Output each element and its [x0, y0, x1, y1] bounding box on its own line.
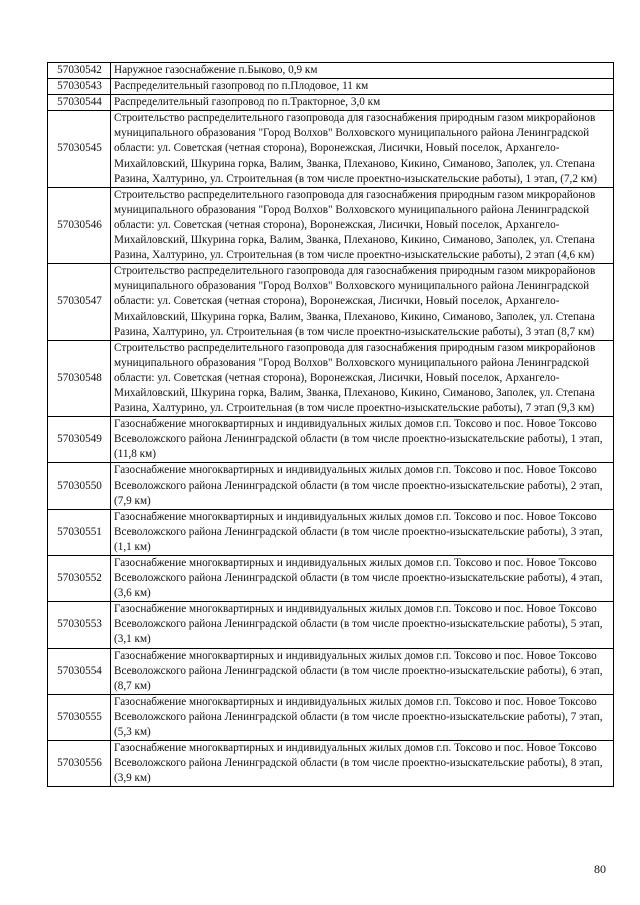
table-row — [48, 463, 614, 509]
object-description: Газоснабжение многоквартирных и индивидуальных жилых домов г.п. Токсово и пос. Новое Токсово Всеволожского района Ленинградской области (в том числе проектно-изыскательские работы), 8 этап, (3,9 км) — [111, 741, 614, 787]
object-code: 57030555 — [48, 694, 111, 740]
table-row — [48, 340, 614, 416]
page-number: 80 — [594, 862, 606, 876]
object-description: Строительство распределительного газопровода для газоснабжения природным газом микрорайонов муниципального образования "Город Волхов" Волховского муниципального района Ленинградской области: ул. Советская (четная сторона), Воронежская, Лисички, Новый поселок, Архангело-Михайловский, Шкурина горка, Валим, Званка, Плеханово, Кикино, Симаново, Заполек, ул. Степана Разина, Халтурино, ул. Строительная (в том числе проектно-изыскательские работы), 1 этап, (7,2 км) — [111, 111, 614, 187]
object-code: 57030545 — [48, 111, 111, 187]
object-code: 57030551 — [48, 509, 111, 555]
object-description: Наружное газоснабжение п.Быково, 0,9 км — [111, 63, 614, 79]
object-description: Газоснабжение многоквартирных и индивидуальных жилых домов г.п. Токсово и пос. Новое Токсово Всеволожского района Ленинградской области (в том числе проектно-изыскательские работы), 6 этап, (8,7 км) — [111, 648, 614, 694]
table-row — [48, 187, 614, 263]
object-code: 57030550 — [48, 463, 111, 509]
table-row — [48, 741, 614, 787]
object-code: 57030546 — [48, 187, 111, 263]
object-code: 57030548 — [48, 340, 111, 416]
object-description: Строительство распределительного газопровода для газоснабжения природным газом микрорайонов муниципального образования "Город Волхов" Волховского муниципального района Ленинградской области: ул. Советская (четная сторона), Воронежская, Лисички, Новый поселок, Архангело-Михайловский, Шкурина горка, Валим, Званка, Плеханово, Кикино, Симаново, Заполек, ул. Степана Разина, Халтурино, ул. Строительная (в том числе проектно-изыскательские работы), 2 этап (4,6 км) — [111, 187, 614, 263]
table-row — [48, 509, 614, 555]
object-description: Строительство распределительного газопровода для газоснабжения природным газом микрорайонов муниципального образования "Город Волхов" Волховского муниципального района Ленинградской области: ул. Советская (четная сторона), Воронежская, Лисички, Новый поселок, Архангело-Михайловский, Шкурина горка, Валим, Званка, Плеханово, Кикино, Симаново, Заполек, ул. Степана Разина, Халтурино, ул. Строительная (в том числе проектно-изыскательские работы), 3 этап (8,7 км) — [111, 264, 614, 340]
table-row — [48, 648, 614, 694]
table-row — [48, 95, 614, 111]
object-code: 57030554 — [48, 648, 111, 694]
object-code: 57030549 — [48, 417, 111, 463]
object-code: 57030553 — [48, 602, 111, 648]
object-code: 57030543 — [48, 79, 111, 95]
table-row — [48, 694, 614, 740]
object-list-table — [47, 62, 614, 787]
table-row — [48, 602, 614, 648]
table-row — [48, 63, 614, 79]
object-description: Газоснабжение многоквартирных и индивидуальных жилых домов г.п. Токсово и пос. Новое Токсово Всеволожского района Ленинградской области (в том числе проектно-изыскательские работы), 4 этап, (3,6 км) — [111, 556, 614, 602]
object-description: Распределительный газопровод по п.Плодовое, 11 км — [111, 79, 614, 95]
object-code: 57030544 — [48, 95, 111, 111]
object-description: Распределительный газопровод по п.Тракторное, 3,0 км — [111, 95, 614, 111]
object-code: 57030542 — [48, 63, 111, 79]
object-description: Газоснабжение многоквартирных и индивидуальных жилых домов г.п. Токсово и пос. Новое Токсово Всеволожского района Ленинградской области (в том числе проектно-изыскательские работы), 3 этап, (1,1 км) — [111, 509, 614, 555]
table-row — [48, 264, 614, 340]
table-row — [48, 556, 614, 602]
object-code: 57030556 — [48, 741, 111, 787]
object-description: Строительство распределительного газопровода для газоснабжения природным газом микрорайонов муниципального образования "Город Волхов" Волховского муниципального района Ленинградской области: ул. Советская (четная сторона), Воронежская, Лисички, Новый поселок, Архангело-Михайловский, Шкурина горка, Валим, Званка, Плеханово, Кикино, Симаново, Заполек, ул. Степана Разина, Халтурино, ул. Строительная (в том числе проектно-изыскательские работы), 7 этап (9,3 км) — [111, 340, 614, 416]
table-row — [48, 79, 614, 95]
object-description: Газоснабжение многоквартирных и индивидуальных жилых домов г.п. Токсово и пос. Новое Токсово Всеволожского района Ленинградской области (в том числе проектно-изыскательские работы), 5 этап, (3,1 км) — [111, 602, 614, 648]
table-row — [48, 111, 614, 187]
object-code: 57030547 — [48, 264, 111, 340]
object-description: Газоснабжение многоквартирных и индивидуальных жилых домов г.п. Токсово и пос. Новое Токсово Всеволожского района Ленинградской области (в том числе проектно-изыскательские работы), 1 этап, (11,8 км) — [111, 417, 614, 463]
object-description: Газоснабжение многоквартирных и индивидуальных жилых домов г.п. Токсово и пос. Новое Токсово Всеволожского района Ленинградской области (в том числе проектно-изыскательские работы), 7 этап, (5,3 км) — [111, 694, 614, 740]
object-description: Газоснабжение многоквартирных и индивидуальных жилых домов г.п. Токсово и пос. Новое Токсово Всеволожского района Ленинградской области (в том числе проектно-изыскательские работы), 2 этап, (7,9 км) — [111, 463, 614, 509]
object-code: 57030552 — [48, 556, 111, 602]
table-row — [48, 417, 614, 463]
